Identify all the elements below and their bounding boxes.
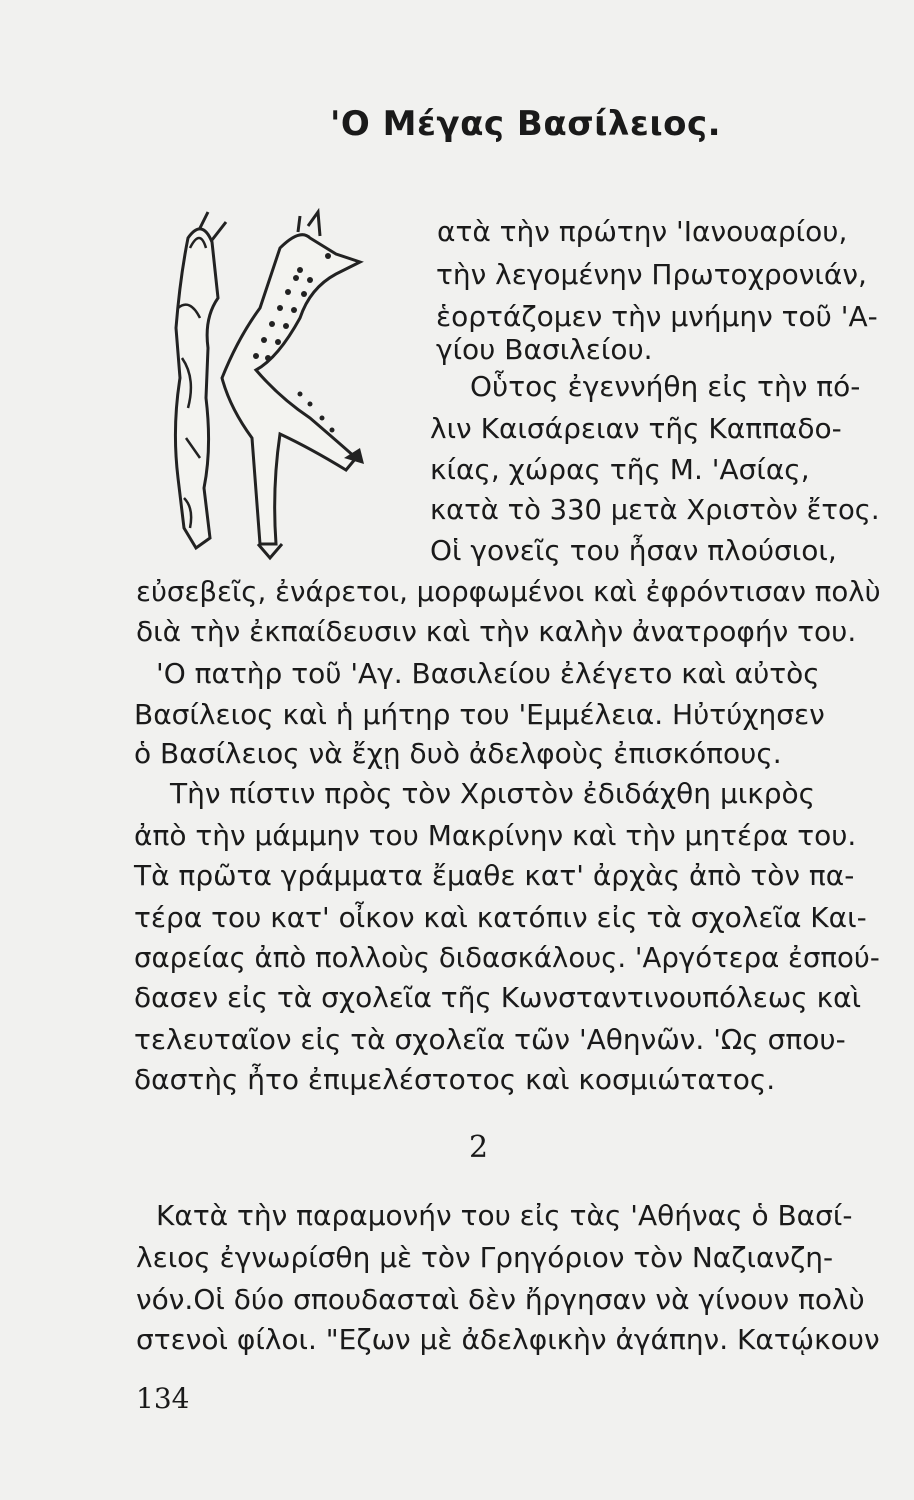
text-line: τὴν λεγομένην Πρωτοχρονιάν,	[436, 258, 867, 291]
page-title: 'Ο Μέγας Βασίλειος.	[330, 104, 722, 144]
text-line: εὐσεβεῖς, ἐνάρετοι, μορφωμένοι καὶ ἐφρόντισαν πολὺ	[136, 575, 881, 608]
deer-ears	[298, 212, 320, 236]
tree-and-deer-illustration	[160, 208, 400, 564]
text-line: διὰ τὴν ἐκπαίδευσιν καὶ τὴν καλὴν ἀνατροφήν του.	[136, 615, 857, 648]
text-line: Τὴν πίστιν πρὸς τὸν Χριστὸν ἐδιδάχθη μικρὸς	[170, 777, 816, 810]
text-line: νόν.Οἱ δύο σπουδασταὶ δὲν ἤργησαν νὰ γίνουν πολὺ	[136, 1283, 865, 1316]
text-line: γίου Βασιλείου.	[436, 333, 653, 366]
text-line: κίας, χώρας τῆς Μ. 'Ασίας,	[430, 453, 810, 486]
text-line: τέρα του κατ' οἶκον καὶ κατόπιν εἰς τὰ σχολεῖα Και-	[134, 901, 867, 934]
text-line: Οὗτος ἐγεννήθη εἰς τὴν πό-	[470, 370, 861, 403]
text-line: Βασίλειος καὶ ἡ μήτηρ του 'Εμμέλεια. Ηὐτύχησεν	[134, 698, 825, 731]
text-line: Οἱ γονεῖς του ἦσαν πλούσιοι,	[430, 534, 837, 567]
text-line: λειος ἐγνωρίσθη μὲ τὸν Γρηγόριον τὸν Ναζιανζη-	[136, 1241, 834, 1274]
text-line: δαστὴς ἦτο ἐπιμελέστοτος καὶ κοσμιώτατος.	[134, 1063, 776, 1096]
text-line: ἀπὸ τὴν μάμμην του Μακρίνην καὶ τὴν μητέρα του.	[134, 819, 857, 852]
section-number: 2	[469, 1130, 489, 1165]
text-line: δασεν εἰς τὰ σχολεῖα τῆς Κωνσταντινουπόλεως καὶ	[134, 981, 862, 1014]
text-line: Τὰ πρῶτα γράμματα ἔμαθε κατ' ἀρχὰς ἀπὸ τὸν πα-	[134, 859, 855, 892]
text-line: σαρείας ἀπὸ πολλοὺς διδασκάλους. 'Αργότερα ἐσπού-	[134, 941, 880, 974]
text-line: 'Ο πατὴρ τοῦ 'Αγ. Βασιλείου ἐλέγετο καὶ αὐτὸς	[156, 657, 820, 690]
text-line: ατὰ τὴν πρώτην 'Ιανουαρίου,	[437, 215, 848, 248]
text-line: κατὰ τὸ 330 μετὰ Χριστὸν ἔτος.	[430, 493, 880, 526]
deer-body	[222, 235, 360, 544]
text-line: τελευταῖον εἰς τὰ σχολεῖα τῶν 'Αθηνῶν. 'Ως σπου-	[134, 1023, 846, 1056]
text-line: λιν Καισάρειαν τῆς Καππαδο-	[430, 412, 842, 445]
text-line: ἑορτάζομεν τὴν μνήμην τοῦ 'Α-	[436, 300, 878, 333]
tree-trunk	[175, 229, 218, 548]
text-line: στενοὶ φίλοι. "Εζων μὲ ἀδελφικὴν ἀγάπην. Κατῴκουν	[136, 1323, 880, 1356]
page-number: 134	[136, 1382, 190, 1415]
text-line: Κατὰ τὴν παραμονήν του εἰς τὰς 'Αθήνας ὁ Βασί-	[156, 1199, 853, 1232]
illustrated-drop-cap	[160, 208, 400, 564]
text-line: ὁ Βασίλειος νὰ ἔχῃ δυὸ ἀδελφοὺς ἐπισκόπους.	[134, 737, 782, 770]
